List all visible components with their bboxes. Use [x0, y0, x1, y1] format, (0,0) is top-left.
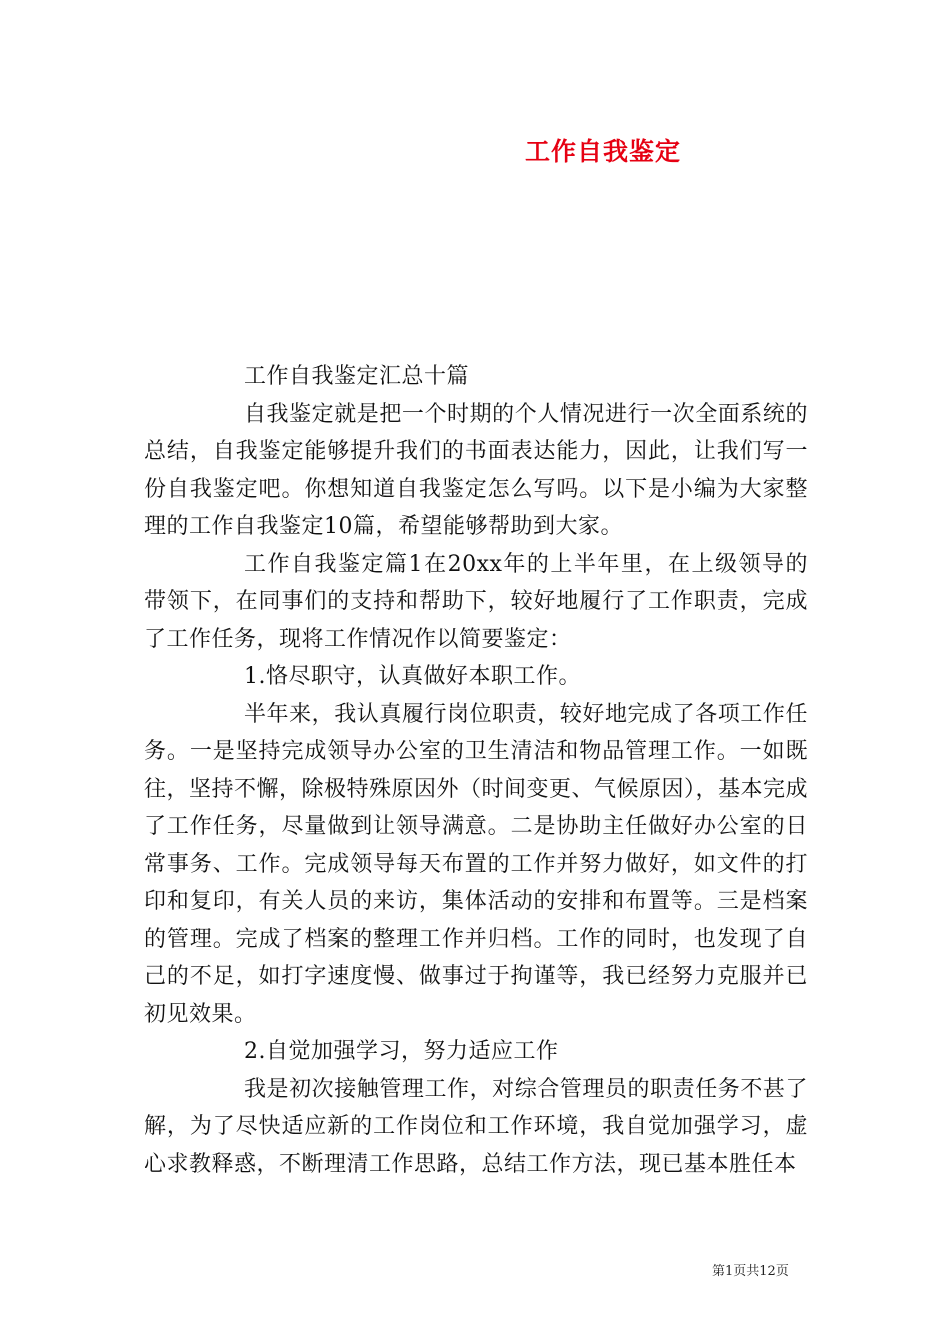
body-paragraph-duties: 半年来，我认真履行岗位职责，较好地完成了各项工作任务。一是坚持完成领导办公室的卫生清洁和物品管理工作。一如既往，坚持不懈，除极特殊原因外（时间变更、气候原因），基本完成了工作任务，尽量做到让领导满意。二是协助主任做好办公室的日常事务、工作。完成领导每天布置的工作并努力做好，如文件的打印和复印，有关人员的来访，集体活动的安排和布置等。三是档案的管理。完成了档案的整理工作并归档。工作的同时，也发现了自己的不足，如打字速度慢、做事过于拘谨等，我已经努力克服并已初见效果。 — [144, 701, 809, 1027]
page-number-footer: 第1页共12页 — [712, 1264, 789, 1279]
body-paragraph-learning: 我是初次接触管理工作，对综合管理员的职责任务不甚了解，为了尽快适应新的工作岗位和工作环境，我自觉加强学习，虚心求教释惑，不断理清工作思路，总结工作方法，现已基本胜任本 — [144, 1076, 808, 1177]
document-body — [144, 358, 808, 1183]
body-paragraph-intro: 自我鉴定就是把一个时期的个人情况进行一次全面系统的总结，自我鉴定能够提升我们的书面表达能力，因此，让我们写一份自我鉴定吧。你想知道自我鉴定怎么写吗。以下是小编为大家整理的工作自我鉴定10篇，希望能够帮助到大家。 — [144, 401, 808, 539]
document-title: 工作自我鉴定 — [524, 137, 681, 166]
body-subheading-2: 2.自觉加强学习，努力适应工作 — [244, 1039, 559, 1064]
body-subheading-1: 1.恪尽职守，认真做好本职工作。 — [244, 664, 581, 689]
body-paragraph-part1: 工作自我鉴定篇1在20xx年的上半年里，在上级领导的带领下，在同事们的支持和帮助下，较好地履行了工作职责，完成了工作任务，现将工作情况作以简要鉴定： — [144, 551, 808, 652]
body-heading: 工作自我鉴定汇总十篇 — [244, 364, 470, 389]
